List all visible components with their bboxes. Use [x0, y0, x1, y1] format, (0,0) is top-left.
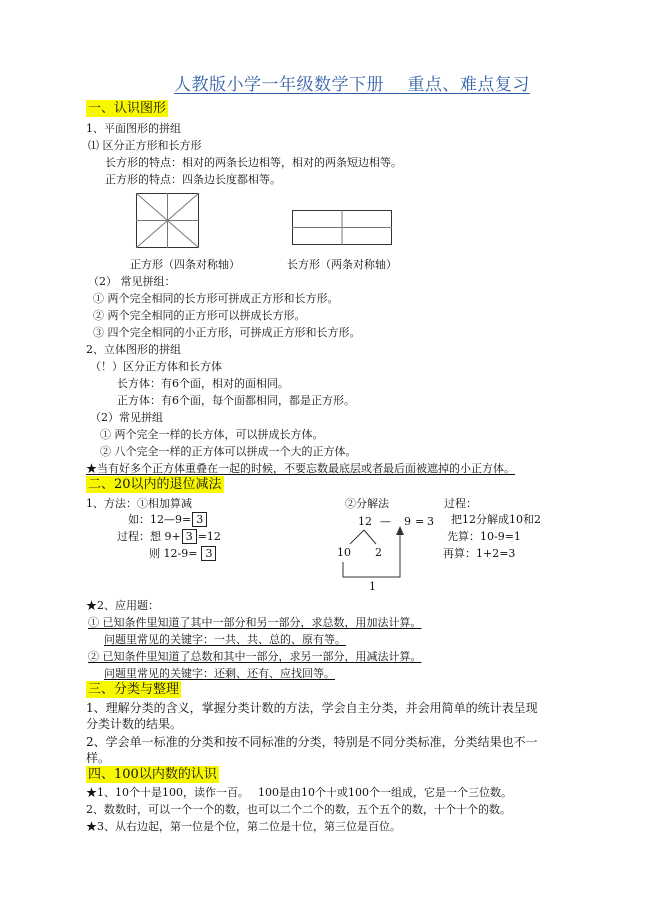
process-2-step1: 把12分解成10和2	[451, 513, 541, 526]
then-line	[149, 546, 217, 561]
section-2-heading: 二、20以内的退位减法	[88, 477, 222, 492]
eq-minus: —	[380, 515, 391, 528]
square-symmetry-figure	[136, 193, 199, 248]
apply-1: ① 已知条件里知道了其中一部分和另一部分，求总数，用加法计算。	[88, 616, 422, 629]
process-2-step2: 先算：10-9=1	[447, 530, 521, 543]
s3-p2a: 2、学会单一标准的分类和按不同标准的分类，特别是不同分类标准，分类结果也不一	[86, 735, 538, 749]
s3-p2b: 样。	[86, 751, 111, 765]
s1-star-note: ★当有好多个正方体重叠在一起的时候，不要忘数最底层或者最后面被遮掉的小正方体。	[86, 462, 515, 475]
s1-item4: （2）常见拼组	[90, 411, 163, 424]
section-4-heading: 四、100以内数的认识	[88, 767, 217, 782]
process-2-label: 过程：	[444, 497, 477, 510]
s4-l1: ★1、10个十是100，读作一百。 100是由10个十或100个一组成，它是一个三位数。	[86, 786, 512, 799]
s1-d2: ② 八个完全一样的正方体可以拼成一个大的正方体。	[100, 445, 357, 458]
then-answer-box: 3	[201, 546, 216, 561]
split-10: 10	[337, 546, 351, 559]
square-caption: 正方形（四条对称轴）	[130, 258, 240, 271]
apply-2-keywords: 问题里常见的关键字：还剩、还有、应找回等。	[104, 667, 335, 680]
s1-sub1: 1、平面图形的拼组	[86, 122, 181, 135]
s1-sub2: 2、立体图形的拼组	[86, 343, 181, 356]
s4-l2: 2、数数时，可以一个一个的数，也可以二个二个的数，五个五个的数，十个十个的数。	[86, 803, 511, 816]
s1-c2: ② 两个完全相同的正方形可以拼成长方形。	[93, 309, 306, 322]
s1-c3: ③ 四个完全相同的小正方形，可拼成正方形和长方形。	[93, 326, 361, 339]
cube-desc: 正方体：有6个面，每个面都相同，都是正方形。	[117, 394, 355, 407]
process-2-step3: 再算：1+2=3	[443, 547, 516, 560]
section-1-heading: 一、认识图形	[88, 101, 167, 116]
square-feature: 正方形的特点：四条边长度都相等。	[105, 173, 281, 186]
s1-item2: （2） 常见拼组：	[88, 275, 176, 288]
apply-label: ★2、应用题：	[86, 599, 159, 612]
s3-p1a: 1、理解分类的含义，掌握分类计数的方法，学会自主分类，并会用简单的统计表呈现	[86, 701, 538, 715]
section-3-heading: 三、分类与整理	[88, 682, 180, 697]
rectangle-symmetry-figure	[292, 210, 392, 245]
process-box: 3	[182, 529, 197, 544]
cuboid-desc: 长方体：有6个面，相对的面相同。	[117, 377, 289, 390]
eq-3: 3	[427, 515, 434, 528]
rect-caption: 长方形（两条对称轴）	[287, 258, 397, 271]
s1-item3: （！）区分正方体和长方体	[90, 360, 222, 373]
s1-d1: ① 两个完全一样的长方体，可以拼成长方体。	[100, 428, 324, 441]
example-prefix: 如：12—9=	[128, 513, 192, 526]
then-prefix: 则 12-9=	[149, 547, 198, 560]
rect-feature: 长方形的特点：相对的两条长边相等，相对的两条短边相等。	[105, 156, 402, 169]
apply-1-keywords: 问题里常见的关键字：一共、共、总的、原有等。	[104, 633, 346, 646]
process-prefix: 过程：想 9+	[117, 530, 181, 543]
eq-equals: =	[415, 515, 425, 528]
split-2: 2	[375, 546, 382, 559]
s3-p1b: 分类计数的结果。	[86, 717, 183, 731]
example-line	[128, 512, 208, 527]
method-2-label: ②分解法	[345, 497, 389, 510]
s1-c1: ① 两个完全相同的长方形可拼成正方形和长方形。	[93, 292, 339, 305]
s4-l3: ★3、从右边起，第一位是个位，第二位是十位，第三位是百位。	[86, 820, 401, 833]
eq-9: 9	[404, 515, 411, 528]
apply-2: ② 已知条件里知道了总数和其中一部分，求另一部分，用减法计算。	[88, 650, 422, 663]
process-line	[117, 529, 221, 544]
page-title: 人教版小学一年级数学下册 重点、难点复习	[174, 75, 530, 95]
eq-12: 12	[358, 515, 372, 528]
process-suffix: =12	[197, 530, 221, 543]
result-1: 1	[369, 580, 376, 593]
example-answer-box: 3	[192, 512, 207, 527]
s1-item1: ⑴ 区分正方形和长方形	[88, 139, 202, 152]
method-label: 1、方法：①相加算减	[86, 497, 192, 510]
